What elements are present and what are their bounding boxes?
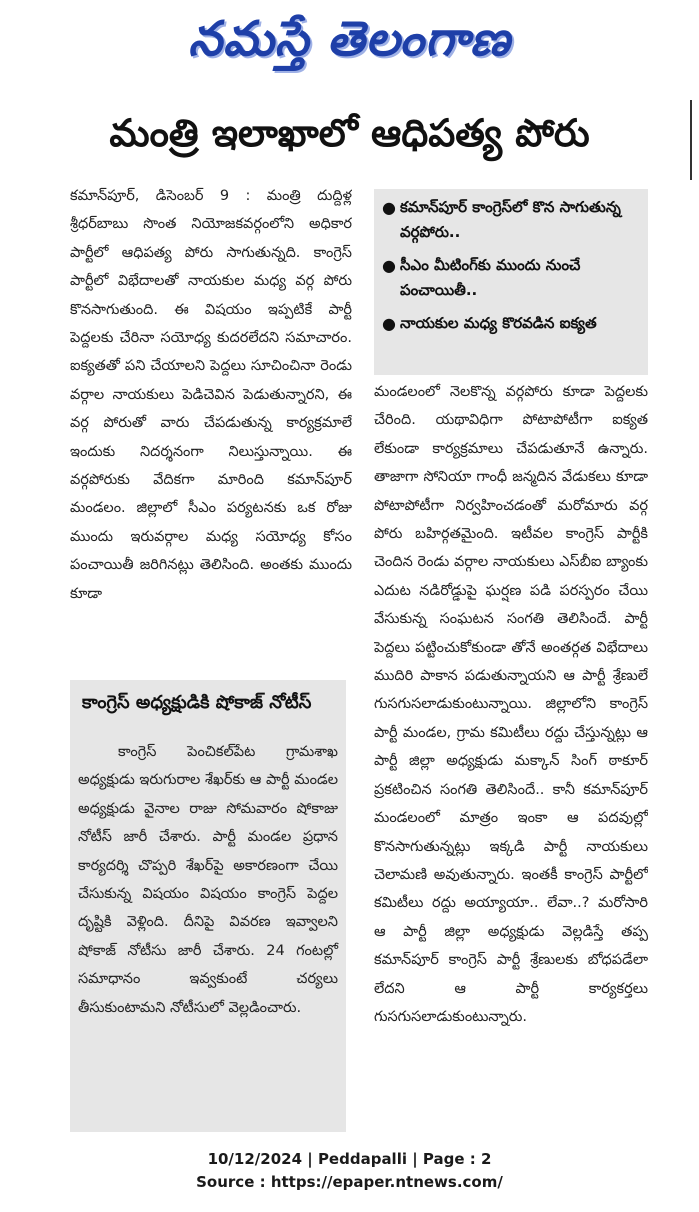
sub-article-box <box>70 680 346 1132</box>
footer-date-line: 10/12/2024 | Peddapalli | Page : 2 <box>207 1150 492 1168</box>
highlight-text: సీఎం మీటింగ్‌కు ముందు నుంచే పంచాయితీ.. <box>400 256 581 299</box>
sub-article-body: కాంగ్రెస్ పెంచికల్‌పేట గ్రామశాఖ అధ్యక్షుడు ఇరుగురాల శేఖర్‌కు ఆ పార్టీ మండల అధ్యక్షుడు వైనాల రాజు సోమవారం షోకాజు నోటీస్ జారీ చేశారు. పార్టీ మండల ప్రధాన కార్యదర్శి చొప్పరి శేఖర్‌పై అకారణంగా చేయి చేసుకున్న విషయం విషయం కాంగ్రెస్ పెద్దల దృష్టికి వెళ్లింది. దీనిపై వివరణ ఇవ్వాలని షోకాజ్ నోటీసు జారీ చేశారు. 24 గంటల్లో సమాధానం ఇవ్వకుంటే చర్యలు తీసుకుంటామని నోటీసులో వెల్లడించారు. <box>78 744 338 1016</box>
footer-source-line: Source : https://epaper.ntnews.com/ <box>196 1173 503 1191</box>
highlights-box <box>374 189 648 375</box>
article-left-column <box>70 182 352 662</box>
bullet-icon: ● <box>382 198 396 217</box>
highlight-item <box>382 253 640 303</box>
masthead-logo: నమస్తే తెలంగాణ <box>188 11 511 67</box>
column-rule <box>690 100 692 180</box>
article-right-text: మండలంలో నెలకొన్న వర్గపోరు కూడా పెద్దలకు చేరింది. యథావిధిగా పోటాపోటీగా ఐక్యత లేకుండా కార్యక్రమాలు చేపడుతూనే ఉన్నారు. తాజాగా సోనియా గాంధీ జన్మదిన వేడుకలు కూడా పోటాపోటీగా నిర్వహించడంతో మరోమారు వర్గ పోరు బహిర్గతమైంది. ఇటీవల కాంగ్రెస్ పార్టీకి చెందిన రెండు వర్గాల నాయకులు ఎస్‌బీఐ బ్యాంకు ఎదుట నడిరోడ్డుపై ఘర్షణ పడి పరస్పరం చేయి వేసుకున్న సంఘటన సంగతి తెలిసిందే. పార్టీ పెద్దలు పట్టించుకోకుండా తోనే అంతర్గత విభేదాలు ముదిరి పాకాన పడుతున్నాయని ఆ పార్టీ శ్రేణులే గుసగుసలాడుకుంటున్నాయి. జిల్లాలోని కాంగ్రెస్ పార్టీ మండల, గ్రామ కమిటీలు రద్దు చేస్తున్నట్లు ఆ పార్టీ జిల్లా అధ్యక్షుడు మక్కాన్ సింగ్ ఠాకూర్ ప్రకటించిన సంగతి తెలిసిందే.. కానీ కమాన్‌పూర్ మండలంలో మాత్రం ఇంకా ఆ పదవుల్లో కొనసాగుతున్నట్లు ఇక్కడి పార్టీ నాయకులు చెలామణి అవుతున్నారు. ఇంతకీ కాంగ్రెస్ పార్టీలో కమిటీలు రద్దు అయ్యాయా.. లేవా..? మరోసారి ఆ పార్టీ జిల్లా అధ్యక్షుడు వెల్లడిస్తే తప్ప కమాన్‌పూర్ కాంగ్రెస్ పార్టీ శ్రేణులకు బోధపడేలా లేదని ఆ పార్టీ కార్యకర్తలు గుసగుసలాడుకుంటున్నారు. <box>374 384 648 1025</box>
sub-article-heading: కాంగ్రెస్ అధ్యక్షుడికి షోకాజ్ నోటీస్ <box>82 692 312 713</box>
article-left-text: కమాన్‌పూర్, డిసెంబర్ 9 : మంత్రి దుద్దిళ్ల శ్రీధర్‌బాబు సొంత నియోజకవర్గంలోని అధికార పార్టీలో ఆధిపత్య పోరు సాగుతున్నది. కాంగ్రెస్ పార్టీలో విభేదాలతో నాయకుల మధ్య వర్గ పోరు కొనసాగుతుంది. ఈ విషయం ఇప్పటికే పార్టీ పెద్దలకు చేరినా సయోధ్య కుదరలేదని సమాచారం. ఐక్యతతో పని చేయాలని పెద్దలు సూచించినా రెండు వర్గాల నాయకులు పెడిచెవిన పెడుతున్నారని, ఈ వర్గ పోరుతో వారు చేపడుతున్న కార్యక్రమాలే ఇందుకు నిదర్శనంగా నిలుస్తున్నాయి. ఈ వర్గపోరుకు వేదికగా మారింది కమాన్‌పూర్ మండలం. జిల్లాలో సీఎం పర్యటనకు ఒక రోజు ముందు ఇరువర్గాల మధ్య సయోధ్య కోసం పంచాయితీ జరిగినట్లు తెలిసింది. అంతకు ముందు కూడా <box>70 188 352 602</box>
highlight-item <box>382 311 640 336</box>
highlight-text: నాయకుల మధ్య కొరవడిన ఐక్యత <box>400 314 597 332</box>
bullet-icon: ● <box>382 314 396 333</box>
masthead <box>0 0 699 90</box>
bullet-icon: ● <box>382 256 396 275</box>
page-footer <box>0 1148 699 1194</box>
article-right-column <box>374 378 648 1130</box>
page-headline: మంత్రి ఇలాఖాలో ఆధిపత్య పోరు <box>109 111 590 155</box>
highlight-item <box>382 195 640 245</box>
highlight-text: కమాన్‌పూర్ కాంగ్రెస్‌లో కొన సాగుతున్న వర్గపోరు.. <box>400 198 621 241</box>
